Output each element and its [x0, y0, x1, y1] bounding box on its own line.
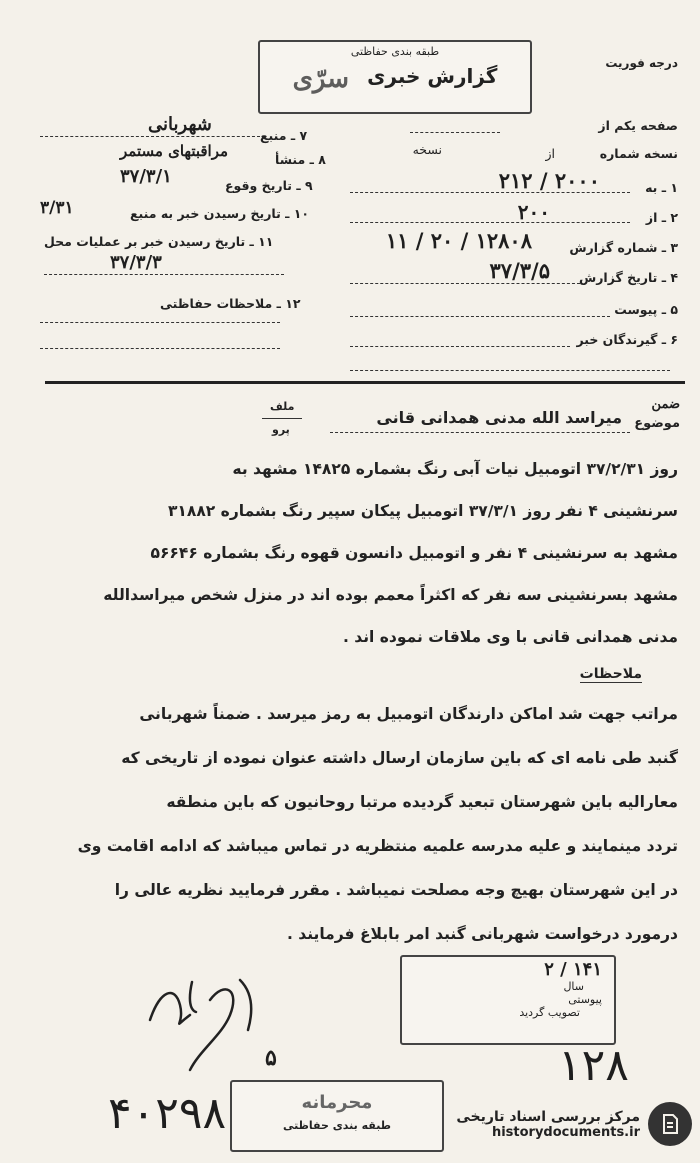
- field-10-value: ۳/۳۱: [40, 198, 74, 218]
- remarks-heading: ملاحظات: [579, 666, 642, 682]
- report-type: گزارش خبری: [367, 64, 498, 88]
- registration-approved: تصویب گردید: [519, 1006, 580, 1019]
- classification-stamp-top-line1: طبقه بندی حفاظتی: [350, 45, 440, 58]
- remarks-line: گنبد طی نامه ای که باین سازمان ارسال داشته عنوان نموده از تاریخی که: [121, 749, 678, 767]
- copy-number-label: نسخه شماره: [599, 146, 678, 161]
- field-11-value: ۳۷/۳/۳: [110, 252, 162, 273]
- registration-stamp: [400, 955, 616, 1045]
- subject-value: میراسد الله مدنی همدانی قانی: [376, 408, 622, 427]
- body-line: مدنی همدانی قانی با وی ملاقات نموده اند .: [343, 628, 678, 646]
- field-4-value: ۳۷/۳/۵: [489, 258, 550, 283]
- subject-label: موضوع: [634, 416, 680, 431]
- field-2-label: ۲ ـ از: [645, 210, 678, 225]
- classification-stamp-bottom-line1: محرمانه: [301, 1092, 373, 1113]
- registration-attachment: پیوستی: [568, 993, 602, 1006]
- field-2-value: ۲۰۰: [517, 200, 550, 224]
- remarks-line: در این شهرستان بهیچ وجه مصلحت نمیباشد . مقرر فرمایید نظریه عالی را: [114, 881, 678, 899]
- registration-year: سال: [563, 980, 584, 993]
- registration-number: ۱۴۱ / ۲: [544, 959, 602, 980]
- remarks-line: تردد مینمایند و علیه مدرسه علمیه منتظریه در تماس میباشد که ادامه اقامت وی: [77, 837, 678, 855]
- field-7-label: ۷ ـ منبع: [260, 128, 308, 143]
- remarks-line: مراتب جهت شد اماکن دارندگان اتومبیل به رمز میرسد . ضمناً شهربانی: [139, 705, 678, 723]
- document-archive-icon: [648, 1102, 692, 1146]
- field-9-label: ۹ ـ تاریخ وقوع: [225, 178, 313, 193]
- classification-stamp-bottom: [230, 1080, 444, 1152]
- classification-stamp-top: [258, 40, 532, 114]
- field-1-label: ۱ ـ به: [645, 180, 678, 195]
- classification-stamp-bottom-line2: طبقه بندی حفاظتی: [282, 1119, 392, 1132]
- page-of-label: صفحه یکم از: [598, 118, 678, 133]
- watermark-org: مرکز بررسی اسناد تاریخی: [456, 1108, 640, 1125]
- remarks-line: درمورد درخواست شهربانی گنبد امر بابلاغ فرمایند .: [286, 925, 678, 943]
- file-tag-bottom: پرو: [272, 423, 290, 436]
- field-5-label: ۵ ـ پیوست: [614, 302, 678, 317]
- body-line: سرنشینی ۴ نفر روز ۳۷/۳/۱ اتومبیل پیکان سپیر رنگ بشماره ۳۱۸۸۲: [167, 502, 678, 520]
- remarks-line: معارالیه باین شهرستان تبعید گردیده مرتبا روحانیون که باین منطقه: [166, 793, 678, 811]
- field-8-value: مراقبتهای مستمر: [120, 142, 229, 160]
- remarks-body: [8, 692, 678, 956]
- body-line: مشهد به سرنشینی ۴ نفر و اتومبیل دانسون قهوه رنگ بشماره ۵۶۶۴۶: [150, 544, 678, 562]
- field-8-label: ۸ ـ منشأ: [275, 152, 326, 167]
- watermark-text: [456, 1109, 640, 1140]
- page-number-handwritten: ۱۲۸: [558, 1040, 629, 1091]
- subject-heading: ضمن: [651, 397, 680, 412]
- classification-handwritten: سرّی: [292, 64, 350, 94]
- field-3-value: ۱۲۸۰۸ / ۲۰ / ۱۱: [385, 228, 532, 253]
- signature-digit: ۵: [265, 1045, 277, 1071]
- field-4-label: ۴ ـ تاریخ گزارش: [578, 270, 678, 285]
- field-10-label: ۱۰ ـ تاریخ رسیدن خبر به منبع: [130, 206, 310, 221]
- field-6-label: ۶ ـ گیرندگان خبر: [576, 332, 678, 347]
- copy-of-label: از: [545, 146, 555, 161]
- watermark: [456, 1102, 692, 1146]
- field-7-value: شهربانی: [148, 114, 212, 135]
- field-12-label: ۱۲ ـ ملاحظات حفاظتی: [160, 296, 301, 311]
- header-divider: [45, 381, 685, 384]
- priority-label: درجه فوریت: [605, 56, 678, 70]
- watermark-url: historydocuments.ir: [491, 1124, 640, 1140]
- report-body: [28, 448, 678, 658]
- copy-word: نسخه: [412, 142, 442, 157]
- body-line: روز ۳۷/۲/۳۱ اتومبیل نیات آبی رنگ بشماره ۱۴۸۲۵ مشهد به: [232, 460, 678, 478]
- field-11-label: ۱۱ ـ تاریخ رسیدن خبر بر عملیات محل: [44, 234, 274, 249]
- field-1-value: ۲۰۰۰ / ۲۱۲: [498, 168, 600, 193]
- field-3-label: ۳ ـ شماره گزارش: [569, 240, 678, 255]
- file-number-handwritten: ۴۰۲۹۸: [108, 1088, 227, 1139]
- body-line: مشهد بسرنشینی سه نفر که اکثراً معمم بوده اند در منزل شخص میراسدالله: [103, 586, 678, 604]
- file-tag-top: ملف: [270, 400, 295, 413]
- field-9-value: ۳۷/۳/۱: [120, 166, 172, 187]
